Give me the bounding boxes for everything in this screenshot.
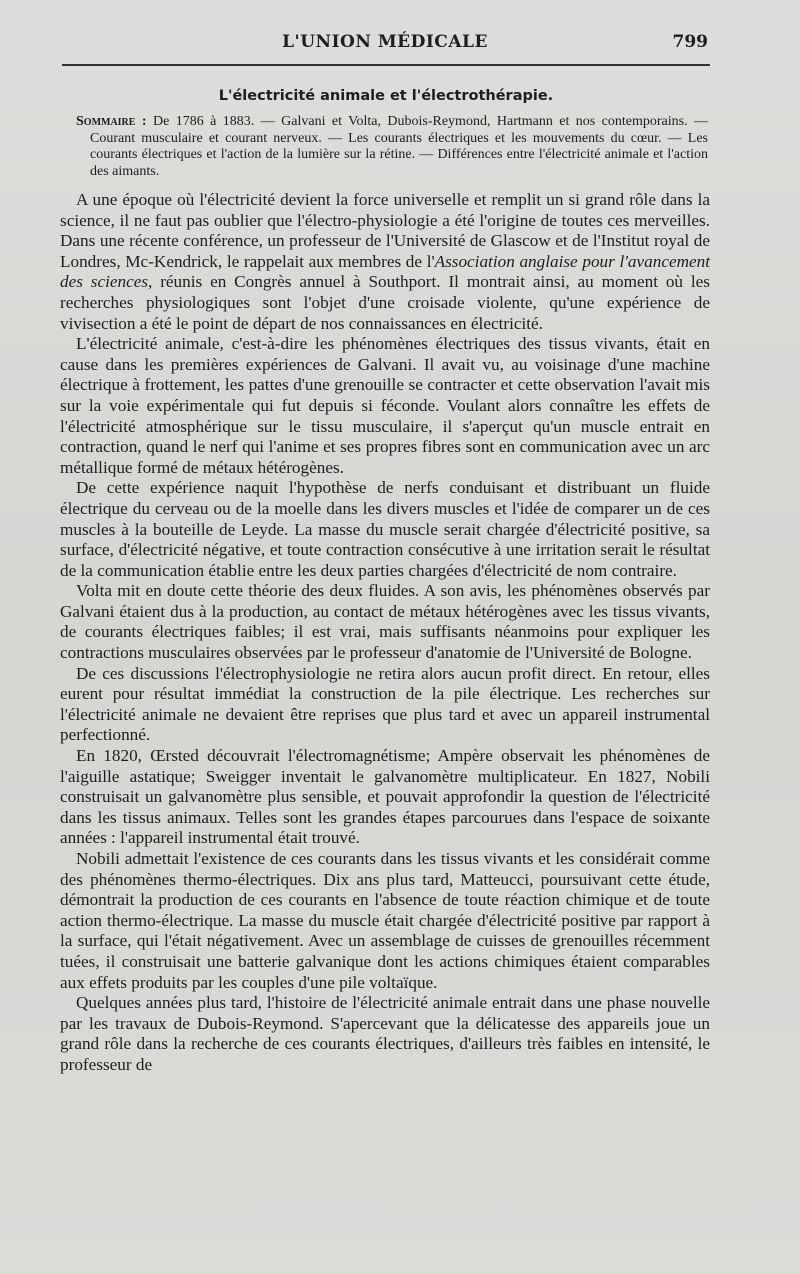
paragraph-1-part-b: , réunis en Congrès annuel à Southport. Il montrait ainsi, au moment où les recherches physiologiques sont l'objet d'une croisade violente, qu'une expérience de vivisection a été le point de départ de nos connaissances en électricité. [60,272,710,333]
paragraph-1 [60,190,710,334]
paragraph-3: De cette expérience naquit l'hypothèse de nerfs conduisant et distribuant un fluide électrique du cerveau ou de la moelle dans les divers muscles et l'idée de comparer un de ces muscles à la bouteille de Leyde. La masse du muscle serait chargée d'électricité positive, sa surface, d'électricité négative, et toute contraction consécutive à une irritation serait le résultat de la communication établie entre les deux parties chargées d'électricité de nom contraire. [60,478,710,580]
running-header [62,32,708,60]
header-rule [62,64,710,66]
paragraph-6: En 1820, Œrsted découvrait l'électromagnétisme; Ampère observait les phénomènes de l'aiguille astatique; Sweigger inventait le galvanomètre multiplicateur. En 1827, Nobili construisait un galvanomètre plus sensible, et pouvait approfondir la question de l'électricité dans les tissus animaux. Telles sont les grandes étapes parcourues dans l'espace de soixante années : l'appareil instrumental était trouvé. [60,746,710,848]
paragraph-7: Nobili admettait l'existence de ces courants dans les tissus vivants et les considérait comme des phénomènes thermo-électriques. Dix ans plus tard, Matteucci, poursuivant cette étude, démontrait la production de ces courants en l'absence de toute réaction chimique et de toute action thermo-électrique. La masse du muscle était chargée d'électricité positive par rapport à la surface, qui l'était négativement. Avec un assemblage de cuisses de grenouilles récemment tuées, il construisait une batterie galvanique dont les actions chimiques étaient comparables aux effets produits par les couples d'une pile voltaïque. [60,849,710,992]
paragraph-1-italic: Association anglaise pour l'avancement des sciences [60,251,711,292]
paragraph-1-part-a: A une époque où l'électricité devient la force universelle et remplit un si grand rôle dans la science, il ne faut pas oublier que l'électro-physiologie a été l'origine de toutes ces merveilles. Dans une récente conférence, un professeur de l'Université de Glascow et de l'Institut royal de Londres, Mc-Kendrick, le rappelait aux membres de l' [60,190,710,271]
page-number: 799 [672,32,708,52]
paragraph-4: Volta mit en doute cette théorie des deux fluides. A son avis, les phénomènes observés par Galvani étaient dus à la production, au contact de métaux hétérogènes avec les tissus vivants, de courants électriques faibles; il est vrai, mais suffisants néanmoins pour expliquer les contractions musculaires observées par le professeur d'anatomie de l'Université de Bologne. [60,581,710,663]
journal-title: L'UNION MÉDICALE [282,32,488,52]
summary-text: De 1786 à 1883. — Galvani et Volta, Dubois-Reymond, Hartmann et nos contemporains. — Courant musculaire et courant nerveux. — Les courants électriques et les mouvements du cœur. — Les courants électriques et l'action de la lumière sur la rétine. — Différences entre l'électricité animale et l'action des aimants. [90,114,709,179]
article-summary [76,114,708,180]
paragraph-5: De ces discussions l'électrophysiologie ne retira alors aucun profit direct. En retour, elles eurent pour résultat immédiat la construction de la pile électrique. Les recherches sur l'électricité animale ne devaient être reprises que plus tard et avec un appareil instrumental perfectionné. [60,663,710,745]
paragraph-8: Quelques années plus tard, l'histoire de l'électricité animale entrait dans une phase nouvelle par les travaux de Dubois-Reymond. S'apercevant que la délicatesse des appareils joue un grand rôle dans la recherche de ces courants électriques, d'ailleurs très faibles en intensité, le professeur de [60,993,710,1074]
article-title: L'électricité animale et l'électrothérapie. [218,88,554,104]
paragraph-2: L'électricité animale, c'est-à-dire les phénomènes électriques des tissus vivants, était en cause dans les premières expériences de Galvani. Il avait vu, au voisinage d'une machine électrique à frottement, les pattes d'une grenouille se contracter et cette observation l'avait mis sur la voie expérimentale qui fut depuis si féconde. Voulant alors connaître les effets de l'électricité atmosphérique sur le tissu musculaire, il s'aperçut qu'un muscle entrait en contraction, quand le nerf qui l'anime et ses propres fibres sont en communication avec un arc métallique formé de métaux hétérogènes. [60,334,710,477]
summary-label: Sommaire : [76,114,147,129]
article-body [60,190,710,1076]
